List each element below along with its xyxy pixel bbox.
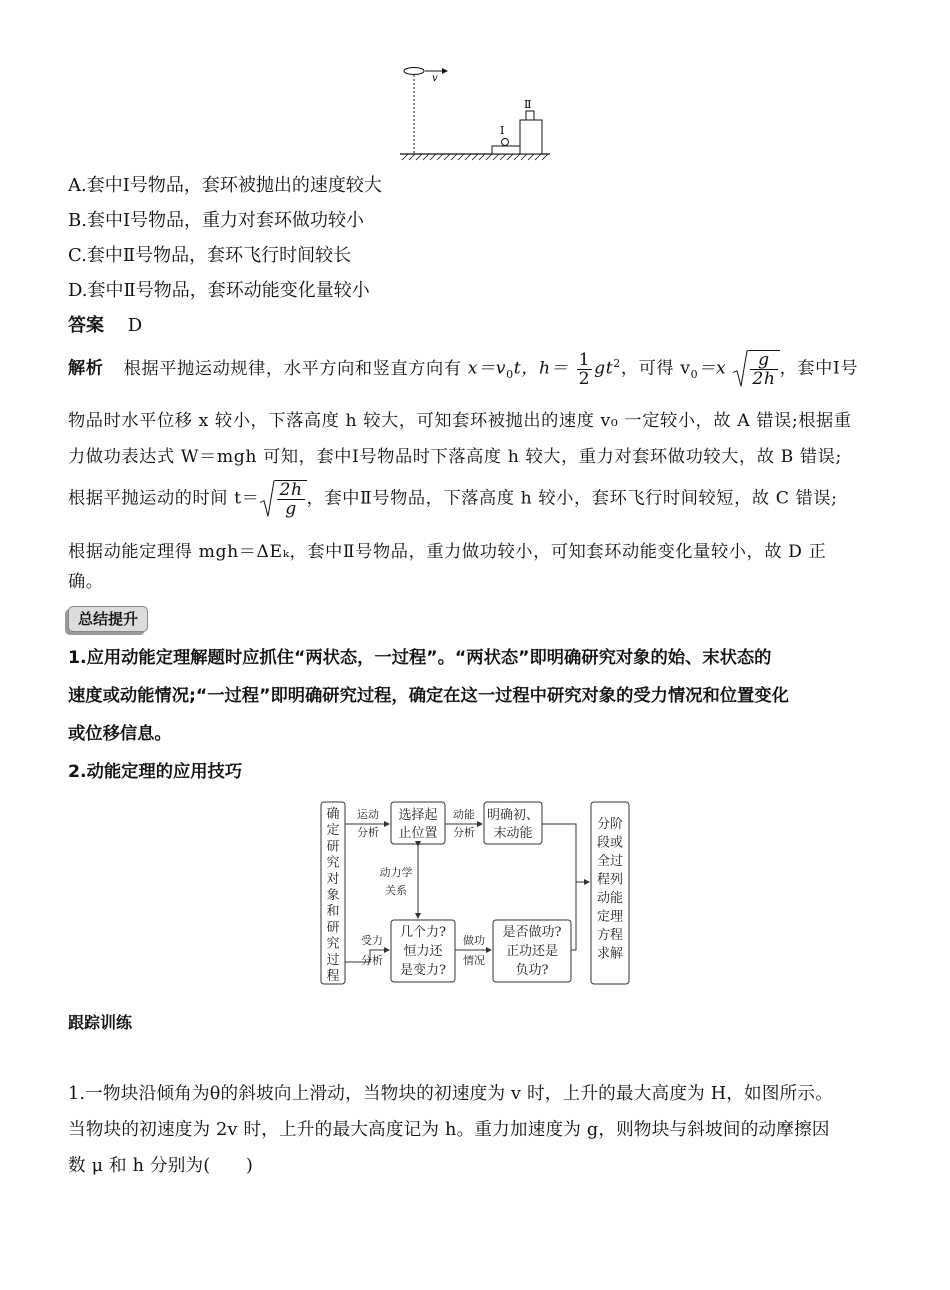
- question-1-line-3: 数 μ 和 h 分别为( ): [68, 1156, 254, 1176]
- sqrt-2h-over-g: [259, 480, 306, 518]
- sqrt-g-over-2h: [732, 350, 779, 388]
- frac-den: 2h: [752, 369, 776, 389]
- box-right-text: 程列: [596, 872, 624, 888]
- frac-den: g: [285, 499, 297, 519]
- frac-den: 2: [578, 368, 591, 389]
- ground-hatch: [402, 154, 548, 160]
- label-ke-text: 分析: [453, 826, 475, 839]
- summary-p1-line-2: 速度或动能情况;“一过程”即明确研究过程，确定在这一过程中研究对象的受力情况和位置变化: [68, 686, 789, 706]
- label-dynamics-text: 动力学: [379, 866, 413, 879]
- option-d: D.套中Ⅱ号物品，套环动能变化量较小: [68, 280, 370, 301]
- box-left-text: 程: [326, 969, 340, 984]
- analysis-text: ，套中Ⅰ号: [779, 358, 859, 379]
- label-work-text: 做功: [463, 934, 485, 947]
- label-ke-text: 动能: [453, 808, 475, 821]
- question-1-line-2: 当物块的初速度为 2v 时，上升的最大高度记为 h。重力加速度为 g，则物块与斜坡间的动摩擦因: [68, 1120, 830, 1140]
- question-1-line-1: 1.一物块沿倾角为θ的斜坡向上滑动，当物块的初速度为 v 时，上升的最大高度为 H，如图所示。: [68, 1084, 833, 1104]
- tall-block: [520, 120, 542, 154]
- box-left-text: 研: [326, 839, 340, 855]
- item-2: [526, 111, 534, 120]
- option-c: C.套中Ⅱ号物品，套环飞行时间较长: [68, 245, 352, 266]
- box-work-text: 正功还是: [505, 944, 559, 959]
- box-forces-text: 几个力?: [400, 925, 446, 940]
- box-right-text: 全过: [596, 854, 624, 869]
- analysis-label: 解析: [68, 358, 104, 379]
- analysis-line-6: 确。: [68, 572, 104, 592]
- formula: t，h＝: [513, 358, 569, 379]
- label-work-text: 情况: [463, 954, 485, 967]
- answer-label: 答案: [68, 315, 104, 336]
- box-forces-text: 是变力?: [400, 963, 446, 978]
- analysis-line-2: 物品时水平位移 x 较小，下落高度 h 较大，可知套环被抛出的速度 v₀ 一定较小，故 A 错误;根据重: [68, 411, 852, 431]
- box-ke-text: 明确初、: [486, 808, 540, 823]
- option-b: B.套中Ⅰ号物品，重力对套环做功较小: [68, 210, 365, 231]
- box-left-text: 定: [326, 823, 340, 839]
- box-left-text: 确: [326, 807, 340, 822]
- low-platform: [492, 146, 520, 154]
- formula: gt: [594, 358, 614, 379]
- analysis-line-1: [68, 350, 882, 388]
- box-right-text: 方程: [596, 928, 624, 943]
- flowchart: [318, 798, 634, 988]
- formula: x＝v: [467, 358, 507, 379]
- analysis-text: ，可得 v: [620, 358, 691, 379]
- summary-p1-line-1: 1.应用动能定理解题时应抓住“两状态，一过程”。“两状态”即明确研究对象的始、末状态的: [68, 648, 772, 668]
- box-forces-text: 恒力还: [403, 944, 443, 959]
- label-force-text: 分析: [361, 954, 383, 967]
- box-ke-text: 末动能: [493, 826, 533, 841]
- box-left-text: 究: [326, 855, 340, 871]
- box-right-text: 定理: [596, 909, 624, 925]
- analysis-line-4: [68, 480, 882, 518]
- option-a: A.套中Ⅰ号物品，套环被抛出的速度较大: [68, 175, 382, 196]
- summary-p1-line-3: 或位移信息。: [68, 724, 172, 744]
- ring: [404, 68, 424, 75]
- v-label: v: [432, 73, 438, 84]
- label-force-text: 受力: [361, 934, 383, 947]
- analysis-text: 根据平抛运动的时间 t＝: [68, 488, 260, 509]
- subscript: 0: [506, 367, 514, 381]
- subscript: 0: [690, 367, 699, 381]
- frac-num: g: [750, 351, 777, 370]
- box-right-text: 段或: [596, 835, 624, 851]
- box-left-text: 研: [326, 920, 340, 936]
- analysis-line-3: 力做功表达式 W＝mgh 可知，套中Ⅰ号物品时下落高度 h 较大，重力对套环做功较大，故 B 错误;: [68, 447, 842, 467]
- box-right-text: 求解: [596, 946, 624, 962]
- box-left-text: 象: [326, 888, 340, 903]
- box-start-text: 选择起: [398, 808, 438, 823]
- item-1: [502, 139, 509, 146]
- label-motion-text: 运动: [357, 808, 379, 821]
- label-2: Ⅱ: [524, 98, 532, 111]
- projectile-figure: [392, 62, 562, 166]
- label-dynamics-text: 关系: [385, 884, 407, 897]
- box-work-text: 负功?: [515, 963, 549, 978]
- answer-line: [68, 314, 142, 338]
- fraction-half: [577, 351, 593, 388]
- analysis-text: 根据平抛运动规律，水平方向和竖直方向有: [123, 358, 462, 379]
- answer-value: D: [127, 315, 143, 336]
- box-start-text: 止位置: [398, 826, 438, 841]
- box-left-text: 和: [326, 904, 340, 920]
- training-heading: 跟踪训练: [68, 1013, 133, 1032]
- formula: ＝x: [698, 358, 727, 379]
- summary-p2: 2.动能定理的应用技巧: [68, 762, 243, 782]
- box-left-text: 对: [326, 871, 340, 887]
- arrow-head: [442, 68, 448, 74]
- label-motion-text: 分析: [357, 826, 379, 839]
- box-work-text: 是否做功?: [502, 925, 562, 940]
- box-left-text: 过: [326, 952, 340, 968]
- box-left-text: 究: [326, 936, 340, 952]
- analysis-text: ，套中Ⅱ号物品，下落高度 h 较小，套环飞行时间较短，故 C 错误;: [306, 488, 838, 509]
- frac-num: 1: [578, 349, 591, 370]
- analysis-line-5: 根据动能定理得 mgh＝ΔEₖ，套中Ⅱ号物品，重力做功较小，可知套环动能变化量较小，故 D 正: [68, 542, 827, 562]
- box-right-text: 动能: [596, 891, 624, 906]
- label-1: Ⅰ: [500, 124, 505, 137]
- box-right-text: 分阶: [596, 817, 624, 832]
- frac-num: 2h: [279, 480, 303, 500]
- summary-badge: 总结提升: [68, 606, 148, 632]
- superscript: 2: [613, 356, 621, 370]
